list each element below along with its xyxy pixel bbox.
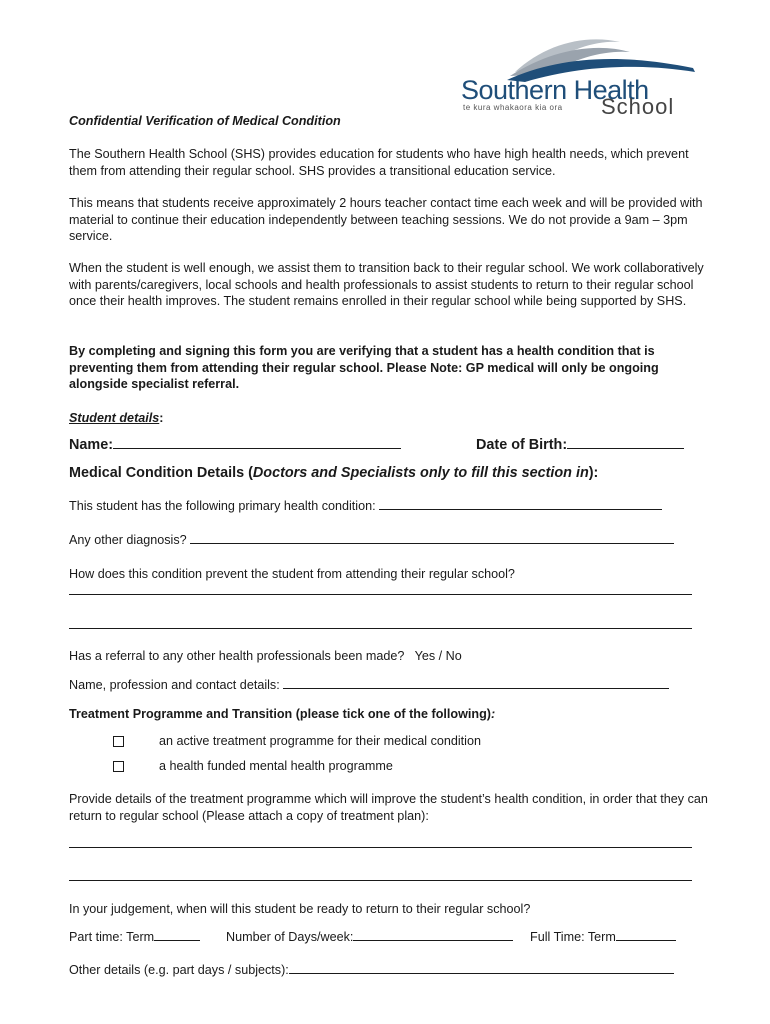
part-time-label: Part time: Term — [69, 930, 155, 944]
primary-condition-line[interactable] — [379, 498, 662, 510]
medical-heading-end: ): — [588, 465, 599, 481]
full-time-field[interactable] — [530, 929, 676, 946]
prevent-answer-line-2[interactable] — [69, 617, 692, 634]
intro-paragraph-3: When the student is well enough, we assist them to transition back to their regular school. We work collaboratively with parents/caregivers, local schools and health professionals to assist students to return to their regular school once their health improves. The student remains enrolled in their regular school while being supported by SHS. — [69, 261, 704, 308]
intro-paragraph-2: This means that students receive approximately 2 hours teacher contact time each week and will be provided with material to continue their education independently between teaching sessions. We do not provide a 9am – 3pm service. — [69, 196, 703, 243]
logo-brand-text: Southern Health — [461, 75, 649, 105]
medical-heading-italic: Doctors and Specialists only to fill this section in — [252, 465, 589, 481]
name-field[interactable] — [69, 436, 401, 454]
contact-details-line[interactable] — [283, 677, 669, 689]
intro-paragraph-1: The Southern Health School (SHS) provides education for students who have high health needs, which prevent them from attending their regular school. SHS provides a transitional education service. — [69, 147, 689, 178]
other-diagnosis-label: Any other diagnosis? — [69, 533, 187, 547]
logo-tagline: te kura whakaora kia ora — [463, 103, 563, 112]
part-time-field[interactable] — [69, 929, 200, 946]
treatment-heading-text: Treatment Programme and Transition (please tick one of the following) — [69, 707, 491, 721]
other-diagnosis-field[interactable] — [69, 532, 674, 549]
primary-condition-label: This student has the following primary health condition: — [69, 499, 376, 513]
page-title: Confidential Verification of Medical Condition — [69, 114, 341, 128]
prevent-question: How does this condition prevent the student from attending their regular school? — [69, 567, 515, 581]
verification-statement: By completing and signing this form you are verifying that a student has a health condition that is preventing them from attending their regular school. Please Note: GP medical will only be ongoing alongside specialist referral. — [69, 344, 659, 391]
treatment-heading-colon: : — [490, 707, 496, 721]
dob-field[interactable] — [476, 436, 684, 454]
option-mental-health-label: a health funded mental health programme — [159, 759, 393, 773]
primary-condition-field[interactable] — [69, 498, 662, 515]
student-details-label: Student details — [69, 411, 160, 425]
name-input-line[interactable] — [113, 437, 401, 449]
part-time-term-line[interactable] — [154, 929, 200, 941]
dob-label: Date of Birth: — [476, 437, 568, 453]
student-details-colon: : — [159, 411, 164, 425]
medical-heading-text: Medical Condition Details ( — [69, 465, 253, 481]
school-logo — [455, 36, 705, 119]
other-details-line[interactable] — [289, 962, 674, 974]
checkbox-active-treatment[interactable] — [113, 736, 124, 747]
other-details-field[interactable] — [69, 962, 674, 979]
contact-details-label: Name, profession and contact details: — [69, 678, 280, 692]
treatment-answer-line-2[interactable] — [69, 869, 692, 886]
checkbox-mental-health[interactable] — [113, 761, 124, 772]
treatment-details-question: Provide details of the treatment programme which will improve the student’s health condition, in order that they can return to regular school (Please attach a copy of treatment plan): — [69, 792, 708, 823]
contact-details-field[interactable] — [69, 677, 669, 694]
referral-options[interactable]: Yes / No — [414, 649, 462, 663]
other-diagnosis-line[interactable] — [190, 532, 674, 544]
full-time-label: Full Time: Term — [530, 930, 616, 944]
student-details-heading — [69, 410, 163, 427]
other-details-label: Other details (e.g. part days / subjects): — [69, 963, 289, 977]
treatment-heading — [69, 706, 495, 723]
treatment-answer-line-1[interactable] — [69, 836, 692, 853]
prevent-answer-line-1[interactable] — [69, 583, 692, 600]
logo-school-text: School — [601, 94, 675, 119]
return-question: In your judgement, when will this student be ready to return to their regular school? — [69, 902, 531, 916]
referral-label: Has a referral to any other health professionals been made? — [69, 649, 405, 663]
medical-section-heading — [69, 464, 719, 482]
full-time-term-line[interactable] — [616, 929, 676, 941]
dob-input-line[interactable] — [567, 437, 684, 449]
days-per-week-line[interactable] — [353, 929, 513, 941]
days-per-week-label: Number of Days/week: — [226, 930, 354, 944]
name-label: Name: — [69, 437, 113, 453]
referral-question — [69, 648, 462, 665]
days-per-week-field[interactable] — [226, 929, 513, 946]
option-active-treatment-label: an active treatment programme for their medical condition — [159, 734, 481, 748]
